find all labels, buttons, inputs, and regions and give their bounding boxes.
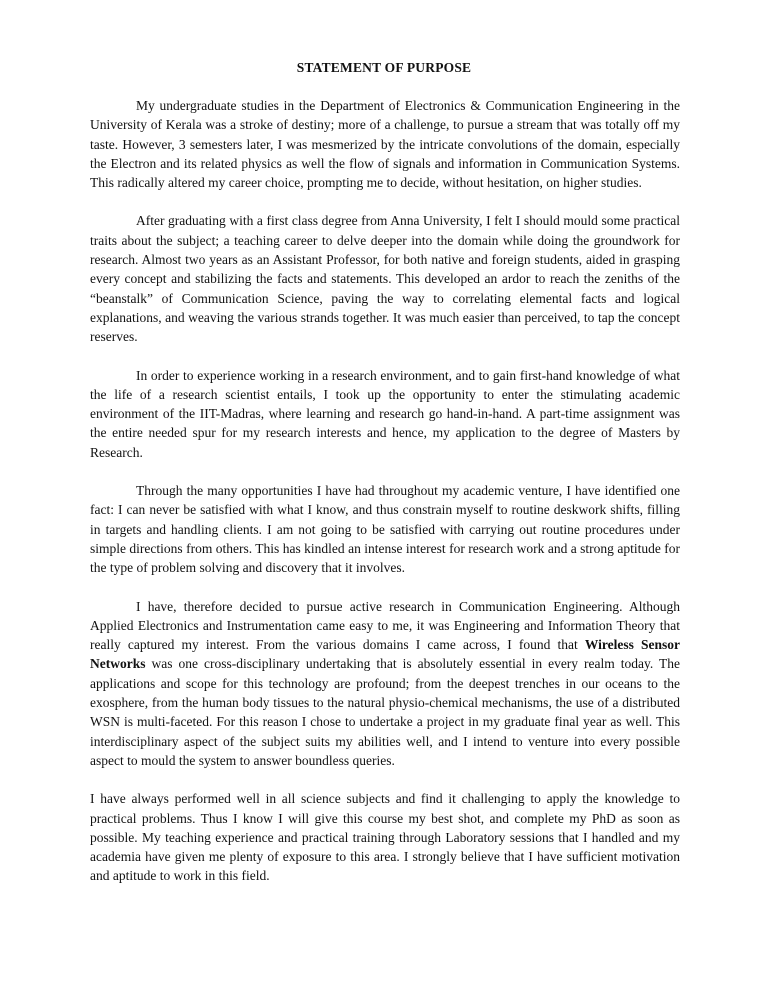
paragraph-undergraduate: My undergraduate studies in the Department of Electronics & Communication Engineering in the University of Kerala was a stroke of destiny; more of a challenge, to pursue a stream that was totally off my taste. However, 3 semesters later, I was mesmerized by the intricate convolutions of the domain, especially the Electron and its related physics as well the flow of signals and information in Communication Systems. This radically altered my career choice, prompting me to decide, without hesitation, on higher studies.: [90, 98, 680, 191]
paragraph-research-interest: [90, 597, 680, 771]
paragraph-research-interest-after: was one cross-disciplinary undertaking that is absolutely essential in every realm today. The applications and scope for this technology are profound; from the deepest trenches in our oceans to the exosphere, from the human body tissues to the natural physio-chemical mechanisms, the use of a distributed WSN is multi-faceted. For this reason I chose to undertake a project in my graduate final year as well. This interdisciplinary aspect of the subject suits my abilities well, and I intend to venture into every possible aspect to mould the system to answer boundless queries.: [90, 656, 680, 768]
document-body: [90, 96, 680, 905]
paragraph-research-environment: In order to experience working in a research environment, and to gain first-hand knowledge of what the life of a research scientist entails, I took up the opportunity to enter the stimulating academic environment of the IIT-Madras, where learning and research go hand-in-hand. A part-time assignment was the entire needed spur for my research interests and hence, my application to the degree of Masters by Research.: [90, 367, 680, 460]
paragraph-opportunities: Through the many opportunities I have had throughout my academic venture, I have identified one fact: I can never be satisfied with what I know, and thus constrain myself to routine deskwork shifts, filling in targets and handling clients. I am not going to be satisfied with carrying out routine procedures under simple directions from others. This has kindled an intense interest for research work and a strong aptitude for the type of problem solving and discovery that it involves.: [90, 483, 680, 576]
document-title: STATEMENT OF PURPOSE: [296, 60, 472, 75]
paragraph-conclusion: I have always performed well in all science subjects and find it challenging to apply the knowledge to practical problems. Thus I know I will give this course my best shot, and complete my PhD as soon as possible. My teaching experience and practical training through Laboratory sessions that I handled and my academia have given me plenty of exposure to this area. I strongly believe that I have sufficient motivation and aptitude to work in this field.: [90, 791, 680, 884]
paragraph-research-interest-before: I have, therefore decided to pursue active research in Communication Engineering. Although Applied Electronics and Instrumentation came easy to me, it was Engineering and Information Theory that really captured my interest. From the various domains I came across, I found that: [90, 598, 680, 653]
paragraph-teaching-career: After graduating with a first class degree from Anna University, I felt I should mould some practical traits about the subject; a teaching career to delve deeper into the domain while doing the groundwork for research. Almost two years as an Assistant Professor, for both native and foreign students, aided in grasping every concept and stabilizing the facts and statements. This developed an ardor to reach the zeniths of the “beanstalk” of Communication Science, paving the way to correlating elemental facts and logical explanations, and weaving the various strands together. It was much easier than perceived, to tap the concept reserves.: [90, 213, 680, 345]
wsn-emphasis: Wireless Sensor Networks: [90, 637, 680, 672]
